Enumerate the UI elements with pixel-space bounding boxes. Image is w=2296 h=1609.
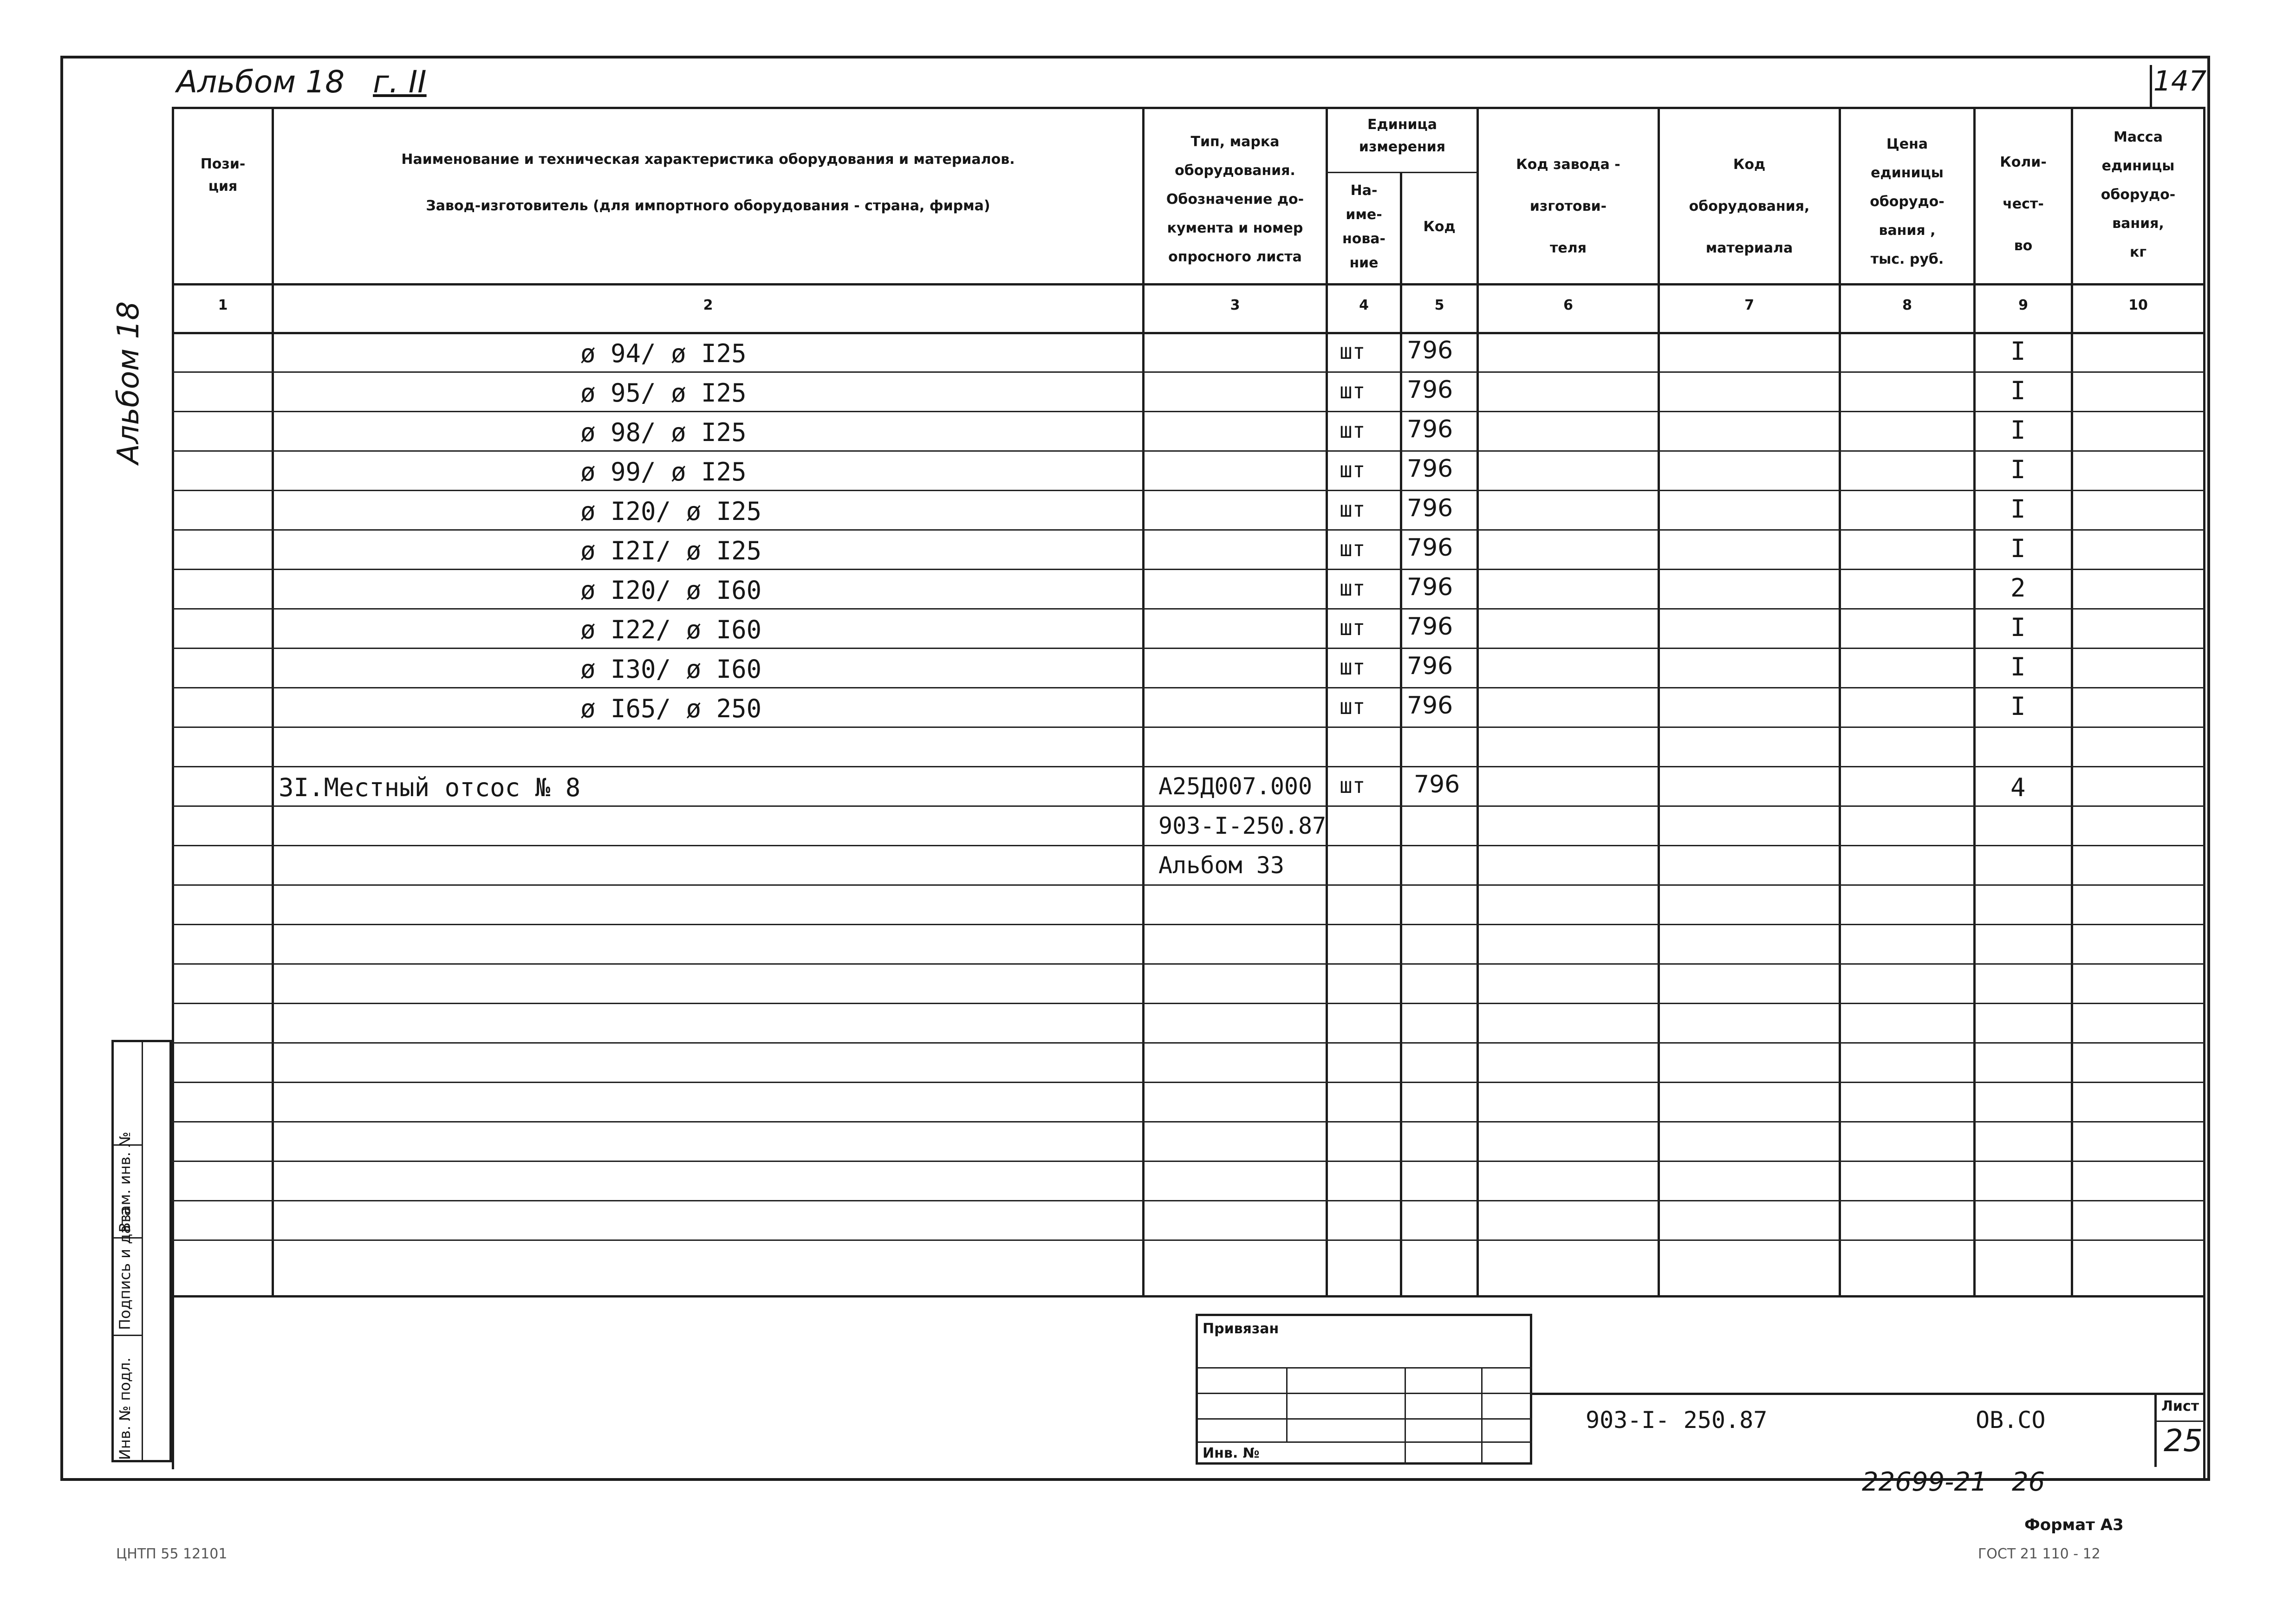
row-unit: шт xyxy=(1340,497,1366,522)
footer-left-code: ЦНТП 55 12101 xyxy=(116,1546,228,1562)
header-name: Наименование и техническая характеристика оборудования и материалов. xyxy=(401,151,1015,168)
header-price: Цена единицы оборудо- вания , тыс. руб. xyxy=(1870,136,1945,267)
privyazan-stamp xyxy=(1196,1314,1532,1465)
col-line-1 xyxy=(272,107,274,1295)
col-line-6 xyxy=(1658,107,1660,1295)
header-type: Тип, марка оборудования. Обозначение до- кумента и номер опросного листа xyxy=(1166,134,1304,265)
header-unit-name: На- име- нова- ние xyxy=(1342,182,1386,271)
row-unit: шт xyxy=(1340,378,1366,403)
col-line-10 xyxy=(2203,107,2205,1481)
privyazan-label: Привязан xyxy=(1203,1321,1279,1337)
item31-type-line-2: 903-I-250.87 xyxy=(1158,812,1327,839)
item31-qty: 4 xyxy=(2010,773,2026,802)
header-mass: Масса единицы оборудо- вания, кг xyxy=(2101,129,2176,260)
format-label: Формат А3 xyxy=(2024,1516,2124,1534)
row-unit: шт xyxy=(1340,339,1366,364)
col-num-1: 1 xyxy=(218,297,228,313)
row-unit: шт xyxy=(1340,576,1366,601)
item31-code: 796 xyxy=(1414,771,1460,798)
sheet-code: ОВ.СО xyxy=(1976,1407,2046,1434)
row-unit: шт xyxy=(1340,536,1366,561)
row-code: 796 xyxy=(1407,573,1453,601)
row-qty: I xyxy=(2010,415,2026,445)
row-name: ø I30/ ø I60 xyxy=(580,655,762,684)
header-bottom-line xyxy=(172,283,2205,285)
album-title: Альбом 18 г. II xyxy=(176,64,427,100)
footer-right-code: ГОСТ 21 110 - 12 xyxy=(1978,1546,2101,1562)
item31-name: 3I.Местный отсос № 8 xyxy=(279,773,581,802)
row-code: 796 xyxy=(1407,376,1453,404)
row-qty: I xyxy=(2010,613,2026,642)
col-line-2 xyxy=(1142,107,1145,1295)
header-equip-code: Код оборудования, материала xyxy=(1689,156,1810,256)
inv-label: Инв. № xyxy=(1203,1445,1260,1461)
row-unit: шт xyxy=(1340,694,1366,719)
row-name: ø I20/ ø I25 xyxy=(580,497,762,526)
col-num-3: 3 xyxy=(1230,297,1240,313)
row-code: 796 xyxy=(1407,692,1453,720)
row-code: 796 xyxy=(1407,455,1453,483)
row-code: 796 xyxy=(1407,415,1453,443)
side-field-inv-podl: Инв. № подл. xyxy=(116,1357,134,1460)
row-qty: I xyxy=(2010,455,2026,484)
header-unit: Единица измерения xyxy=(1359,117,1446,155)
col-line-5 xyxy=(1476,107,1479,1295)
header-position: Пози- ция xyxy=(200,156,246,195)
col-line-8 xyxy=(1973,107,1976,1295)
row-name: ø I2I/ ø I25 xyxy=(580,536,762,565)
header-unit-code: Код xyxy=(1423,219,1456,235)
header-qty: Коли- чест- во xyxy=(2000,154,2047,254)
row-qty: I xyxy=(2010,692,2026,721)
col-line-9 xyxy=(2071,107,2073,1295)
row-name: ø 98/ ø I25 xyxy=(580,418,747,447)
row-name: ø I20/ ø I60 xyxy=(580,576,762,605)
item31-unit: шт xyxy=(1340,773,1366,798)
row-name: ø I65/ ø 250 xyxy=(580,694,762,723)
row-unit: шт xyxy=(1340,615,1366,640)
col-num-10: 10 xyxy=(2128,297,2148,313)
col-num-7: 7 xyxy=(1744,297,1754,313)
col-num-5: 5 xyxy=(1434,297,1444,313)
row-qty: I xyxy=(2010,376,2026,405)
row-name: ø 99/ ø I25 xyxy=(580,457,747,487)
row-name: ø 94/ ø I25 xyxy=(580,339,747,368)
row-unit: шт xyxy=(1340,457,1366,482)
table-top-line xyxy=(172,107,2205,109)
row-code: 796 xyxy=(1407,534,1453,562)
row-qty: I xyxy=(2010,494,2026,524)
table-bottom-line xyxy=(172,1295,2205,1298)
header-manufacturer: Завод-изготовитель (для импортного оборудования - страна, фирма) xyxy=(426,198,990,214)
row-code: 796 xyxy=(1407,337,1453,364)
row-code: 796 xyxy=(1407,613,1453,641)
item31-type-line-1: А25Д007.000 xyxy=(1158,773,1313,800)
row-name: ø 95/ ø I25 xyxy=(580,378,747,408)
row-unit: шт xyxy=(1340,655,1366,680)
col-num-9: 9 xyxy=(2018,297,2028,313)
row-unit: шт xyxy=(1340,418,1366,443)
list-number: 25 xyxy=(2164,1423,2203,1459)
row-code: 796 xyxy=(1407,652,1453,680)
row-qty: I xyxy=(2010,337,2026,366)
doc-code: 903-I- 250.87 xyxy=(1586,1407,1768,1434)
row-qty: I xyxy=(2010,534,2026,563)
col-num-4: 4 xyxy=(1359,297,1369,313)
side-field-vzam: Взам. инв. № xyxy=(116,1131,134,1233)
row-code: 796 xyxy=(1407,494,1453,522)
page-number: 147 xyxy=(2150,65,2208,107)
list-box-divider xyxy=(2154,1393,2157,1467)
row-qty: 2 xyxy=(2010,573,2026,603)
list-box-line xyxy=(2154,1421,2205,1422)
list-label: Лист xyxy=(2161,1398,2199,1414)
col-num-8: 8 xyxy=(1902,297,1912,313)
colnum-bottom-line xyxy=(172,332,2205,334)
header-plant-code: Код завода - изготови- теля xyxy=(1516,156,1620,256)
row-qty: I xyxy=(2010,652,2026,681)
row-name: ø I22/ ø I60 xyxy=(580,615,762,644)
handwritten-number: 22699-21 26 xyxy=(1862,1467,2045,1497)
item31-type-line-3: Альбом 33 xyxy=(1158,852,1284,879)
unit-subheader-line xyxy=(1326,172,1476,173)
side-field-signature: Подпись и дата xyxy=(116,1207,134,1330)
col-line-7 xyxy=(1839,107,1841,1295)
col-line-3 xyxy=(1326,107,1328,1295)
col-num-6: 6 xyxy=(1563,297,1573,313)
side-album-label: Альбом 18 xyxy=(111,301,146,464)
col-line-4 xyxy=(1400,172,1402,1295)
col-num-2: 2 xyxy=(703,297,713,313)
